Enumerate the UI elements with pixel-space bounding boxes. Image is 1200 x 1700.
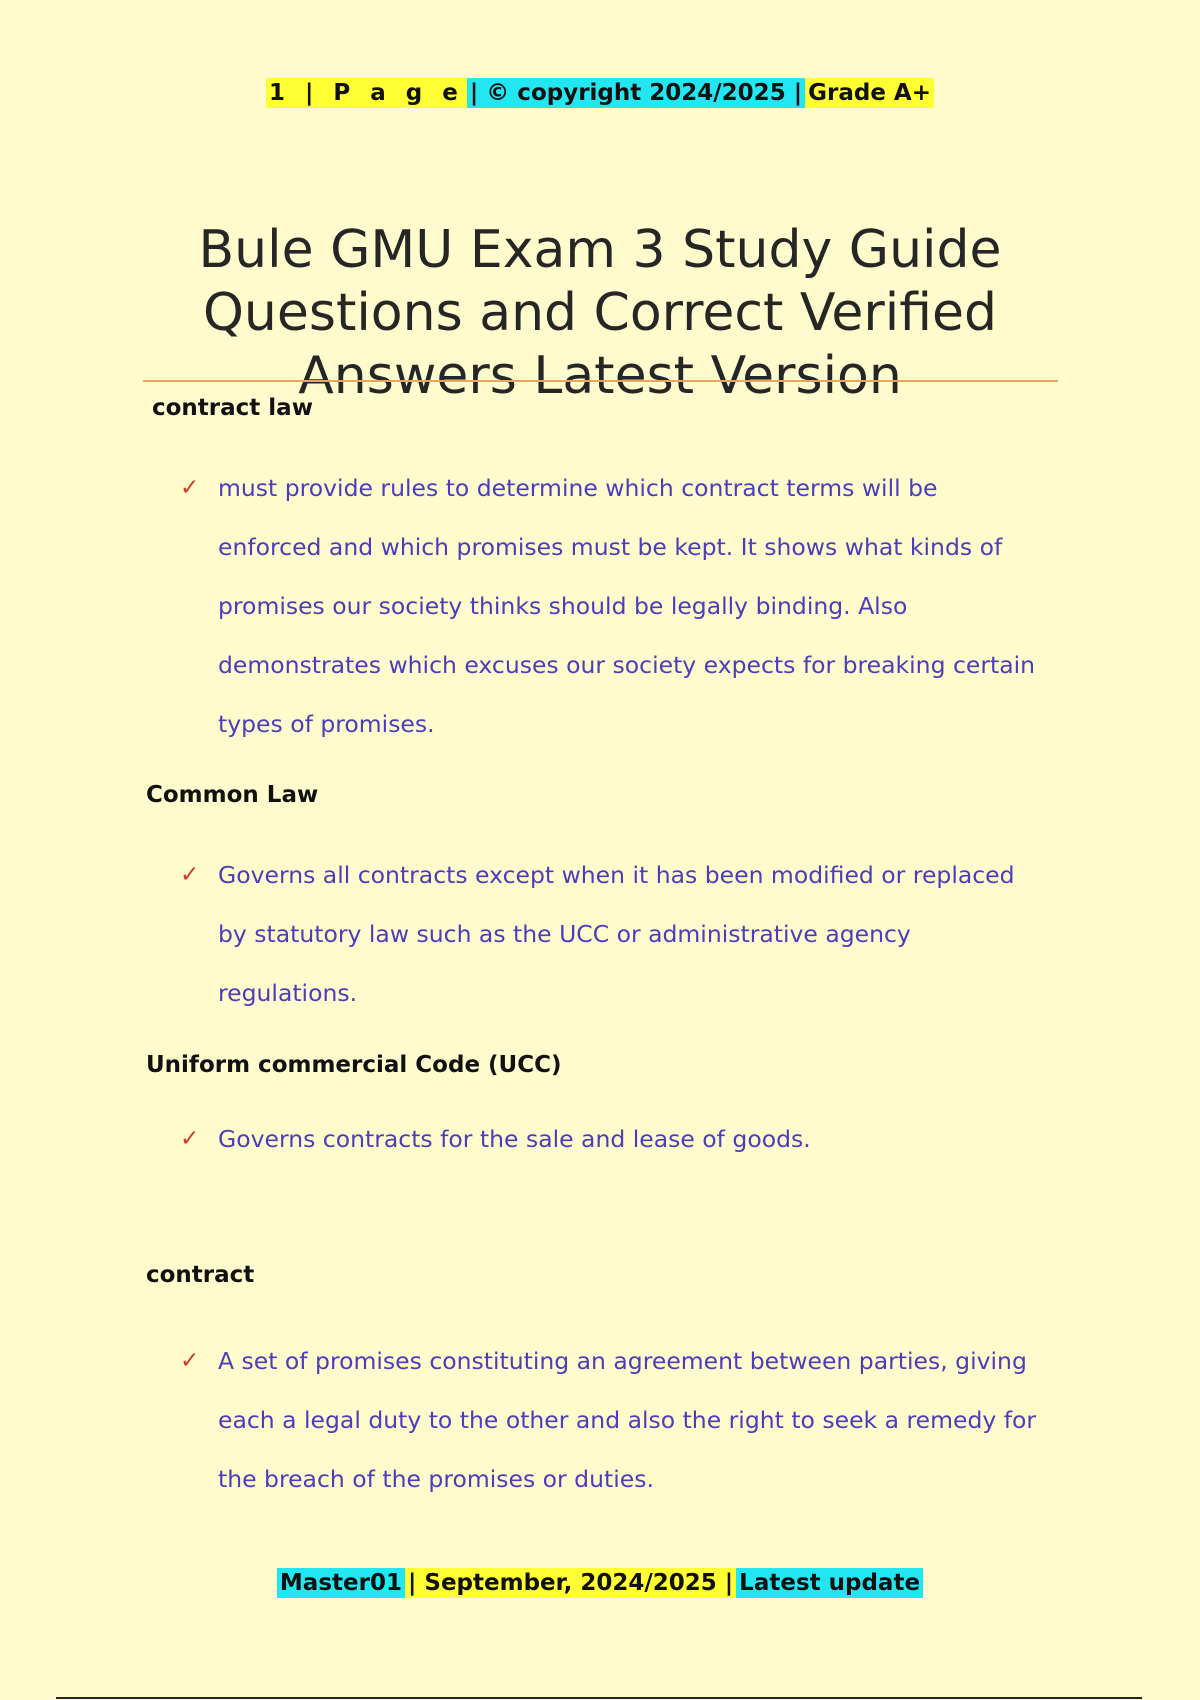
title-divider bbox=[143, 380, 1058, 382]
page-number: 1 | P a g e bbox=[266, 78, 467, 108]
section-answer bbox=[146, 459, 1046, 754]
section-answer bbox=[146, 1332, 1046, 1509]
check-icon: ✓ bbox=[180, 1126, 200, 1152]
section-ucc bbox=[146, 1052, 1066, 1169]
section-heading: Common Law bbox=[146, 782, 319, 808]
update-label: Latest update bbox=[736, 1568, 923, 1598]
date-label: | September, 2024/2025 | bbox=[405, 1568, 736, 1598]
page-header bbox=[0, 76, 1200, 110]
page-footer bbox=[0, 1566, 1200, 1600]
answer-text: must provide rules to determine which contract terms will be enforced and which promises must be kept. It shows what kinds of promises our society thinks should be legally binding. Also demonstrates which excuses our society expects for breaking certain types of promises. bbox=[218, 474, 1036, 738]
document-title: Bule GMU Exam 3 Study Guide Questions and Correct Verified Answers Latest Version bbox=[198, 219, 1002, 406]
answer-text: Governs all contracts except when it has been modified or replaced by statutory law such as the UCC or administrative agency regulations. bbox=[218, 861, 1015, 1007]
section-heading: contract law bbox=[152, 395, 313, 421]
copyright-notice: | © copyright 2024/2025 | bbox=[467, 78, 805, 108]
check-icon: ✓ bbox=[180, 475, 200, 501]
section-contract-law bbox=[146, 395, 1066, 754]
section-heading: Uniform commercial Code (UCC) bbox=[146, 1052, 562, 1078]
answer-text: A set of promises constituting an agreement between parties, giving each a legal duty to the other and also the right to seek a remedy for the breach of the promises or duties. bbox=[218, 1347, 1037, 1493]
answer-text: Governs contracts for the sale and lease of goods. bbox=[218, 1125, 811, 1153]
check-icon: ✓ bbox=[180, 862, 200, 888]
section-heading: contract bbox=[146, 1262, 255, 1288]
author-label: Master01 bbox=[277, 1568, 405, 1598]
section-answer bbox=[146, 846, 1046, 1023]
bottom-divider bbox=[56, 1697, 1142, 1699]
check-icon: ✓ bbox=[180, 1348, 200, 1374]
grade-badge: Grade A+ bbox=[805, 78, 934, 108]
section-answer bbox=[146, 1110, 1046, 1169]
section-common-law bbox=[146, 782, 1066, 1023]
section-contract bbox=[146, 1262, 1066, 1509]
